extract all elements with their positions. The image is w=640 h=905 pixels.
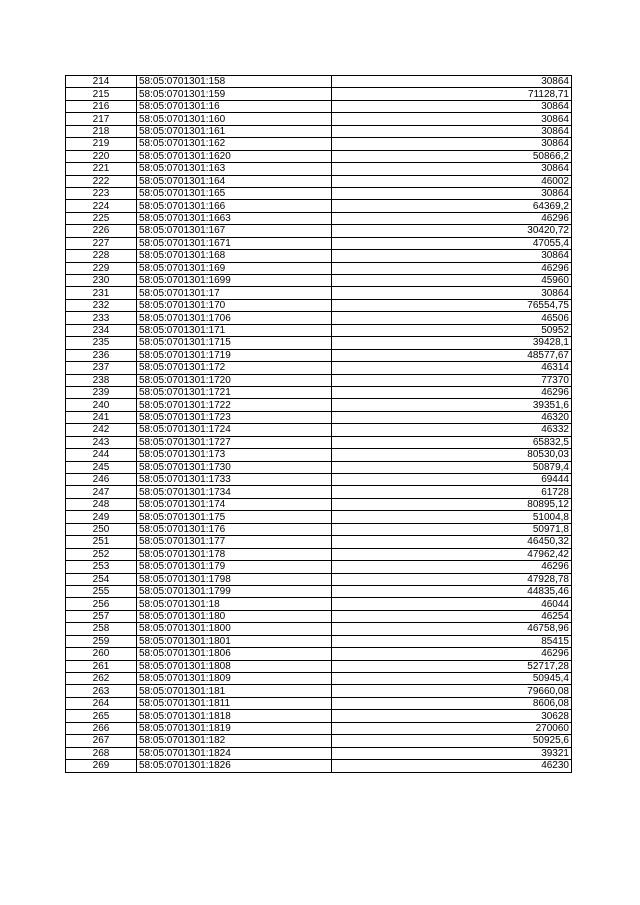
table-row: [66, 337, 572, 349]
cadastral-number: 58:05:0701301:18: [137, 598, 332, 610]
row-number: 237: [66, 362, 137, 374]
value-cell: 77370: [332, 374, 572, 386]
table-row: [66, 511, 572, 523]
row-number: 247: [66, 486, 137, 498]
table-row: [66, 200, 572, 212]
table-row: [66, 163, 572, 175]
row-number: 265: [66, 710, 137, 722]
value-cell: 270060: [332, 722, 572, 734]
table-row: [66, 548, 572, 560]
cadastral-number: 58:05:0701301:169: [137, 262, 332, 274]
table-row: [66, 573, 572, 585]
value-cell: 46758,96: [332, 623, 572, 635]
cadastral-number: 58:05:0701301:1819: [137, 722, 332, 734]
row-number: 215: [66, 88, 137, 100]
value-cell: 65832,5: [332, 436, 572, 448]
row-number: 220: [66, 150, 137, 162]
value-cell: 8606,08: [332, 697, 572, 709]
table-row: [66, 411, 572, 423]
row-number: 259: [66, 635, 137, 647]
cadastral-number: 58:05:0701301:174: [137, 498, 332, 510]
value-cell: 50879,4: [332, 461, 572, 473]
table-row: [66, 523, 572, 535]
table-row: [66, 225, 572, 237]
table-row: [66, 449, 572, 461]
cadastral-number: 58:05:0701301:1800: [137, 623, 332, 635]
row-number: 254: [66, 573, 137, 585]
value-cell: 61728: [332, 486, 572, 498]
value-cell: 46296: [332, 561, 572, 573]
table-row: [66, 76, 572, 88]
row-number: 218: [66, 125, 137, 137]
cadastral-number: 58:05:0701301:1620: [137, 150, 332, 162]
value-cell: 46296: [332, 648, 572, 660]
value-cell: 46002: [332, 175, 572, 187]
cadastral-number: 58:05:0701301:158: [137, 76, 332, 88]
value-cell: 50971,8: [332, 523, 572, 535]
table-row: [66, 660, 572, 672]
cadastral-number: 58:05:0701301:172: [137, 362, 332, 374]
cadastral-number: 58:05:0701301:1799: [137, 585, 332, 597]
table-row: [66, 150, 572, 162]
table-row: [66, 275, 572, 287]
cadastral-number: 58:05:0701301:175: [137, 511, 332, 523]
table-row: [66, 113, 572, 125]
row-number: 226: [66, 225, 137, 237]
row-number: 238: [66, 374, 137, 386]
value-cell: 50925,6: [332, 735, 572, 747]
table-row: [66, 349, 572, 361]
value-cell: 47962,42: [332, 548, 572, 560]
table-row: [66, 710, 572, 722]
cadastral-number: 58:05:0701301:1808: [137, 660, 332, 672]
value-cell: 79660,08: [332, 685, 572, 697]
row-number: 216: [66, 100, 137, 112]
table-row: [66, 424, 572, 436]
row-number: 228: [66, 250, 137, 262]
table-row: [66, 760, 572, 772]
table-row: [66, 187, 572, 199]
cadastral-number: 58:05:0701301:161: [137, 125, 332, 137]
value-cell: 46296: [332, 212, 572, 224]
row-number: 258: [66, 623, 137, 635]
cadastral-number: 58:05:0701301:177: [137, 536, 332, 548]
row-number: 253: [66, 561, 137, 573]
row-number: 224: [66, 200, 137, 212]
table-row: [66, 722, 572, 734]
table-row: [66, 498, 572, 510]
value-cell: 39428,1: [332, 337, 572, 349]
cadastral-number: 58:05:0701301:1798: [137, 573, 332, 585]
cadastral-number: 58:05:0701301:1824: [137, 747, 332, 759]
value-cell: 76554,75: [332, 299, 572, 311]
value-cell: 30864: [332, 125, 572, 137]
table-row: [66, 374, 572, 386]
value-cell: 52717,28: [332, 660, 572, 672]
row-number: 231: [66, 287, 137, 299]
cadastral-number: 58:05:0701301:1809: [137, 673, 332, 685]
row-number: 234: [66, 324, 137, 336]
cadastral-number: 58:05:0701301:17: [137, 287, 332, 299]
cadastral-number: 58:05:0701301:168: [137, 250, 332, 262]
value-cell: 71128,71: [332, 88, 572, 100]
cadastral-number: 58:05:0701301:164: [137, 175, 332, 187]
table-row: [66, 88, 572, 100]
cadastral-number: 58:05:0701301:178: [137, 548, 332, 560]
cadastral-number: 58:05:0701301:1801: [137, 635, 332, 647]
table-row: [66, 461, 572, 473]
value-cell: 46254: [332, 610, 572, 622]
table-row: [66, 747, 572, 759]
table-row: [66, 386, 572, 398]
cadastral-number: 58:05:0701301:179: [137, 561, 332, 573]
value-cell: 46320: [332, 411, 572, 423]
table-row: [66, 212, 572, 224]
table-row: [66, 673, 572, 685]
row-number: 252: [66, 548, 137, 560]
value-cell: 85415: [332, 635, 572, 647]
value-cell: 30864: [332, 113, 572, 125]
value-cell: 30864: [332, 250, 572, 262]
cadastral-number: 58:05:0701301:1818: [137, 710, 332, 722]
cadastral-number: 58:05:0701301:1663: [137, 212, 332, 224]
table-row: [66, 399, 572, 411]
row-number: 236: [66, 349, 137, 361]
row-number: 245: [66, 461, 137, 473]
value-cell: 30628: [332, 710, 572, 722]
table-row: [66, 299, 572, 311]
cadastral-number: 58:05:0701301:182: [137, 735, 332, 747]
cadastral-number: 58:05:0701301:167: [137, 225, 332, 237]
value-cell: 64369,2: [332, 200, 572, 212]
value-cell: 46230: [332, 760, 572, 772]
value-cell: 47055,4: [332, 237, 572, 249]
table-row: [66, 125, 572, 137]
value-cell: 45960: [332, 275, 572, 287]
cadastral-number: 58:05:0701301:1733: [137, 474, 332, 486]
value-cell: 80895,12: [332, 498, 572, 510]
cadastral-number: 58:05:0701301:1722: [137, 399, 332, 411]
table-row: [66, 237, 572, 249]
value-cell: 80530,03: [332, 449, 572, 461]
cadastral-number: 58:05:0701301:1723: [137, 411, 332, 423]
row-number: 263: [66, 685, 137, 697]
row-number: 235: [66, 337, 137, 349]
value-cell: 46450,32: [332, 536, 572, 548]
value-cell: 30864: [332, 163, 572, 175]
row-number: 246: [66, 474, 137, 486]
row-number: 221: [66, 163, 137, 175]
value-cell: 39351,6: [332, 399, 572, 411]
row-number: 248: [66, 498, 137, 510]
value-cell: 30864: [332, 138, 572, 150]
value-cell: 69444: [332, 474, 572, 486]
row-number: 243: [66, 436, 137, 448]
row-number: 251: [66, 536, 137, 548]
cadastral-number: 58:05:0701301:1734: [137, 486, 332, 498]
table-row: [66, 436, 572, 448]
cadastral-value-table: [65, 75, 572, 773]
value-cell: 46506: [332, 312, 572, 324]
row-number: 217: [66, 113, 137, 125]
table-row: [66, 635, 572, 647]
value-cell: 51004,8: [332, 511, 572, 523]
row-number: 261: [66, 660, 137, 672]
value-cell: 39321: [332, 747, 572, 759]
cadastral-number: 58:05:0701301:159: [137, 88, 332, 100]
row-number: 250: [66, 523, 137, 535]
row-number: 227: [66, 237, 137, 249]
row-number: 241: [66, 411, 137, 423]
row-number: 225: [66, 212, 137, 224]
cadastral-number: 58:05:0701301:1727: [137, 436, 332, 448]
value-cell: 46296: [332, 386, 572, 398]
row-number: 233: [66, 312, 137, 324]
table-row: [66, 735, 572, 747]
table-row: [66, 138, 572, 150]
table-row: [66, 486, 572, 498]
cadastral-number: 58:05:0701301:1715: [137, 337, 332, 349]
table-row: [66, 362, 572, 374]
value-cell: 50952: [332, 324, 572, 336]
table-row: [66, 623, 572, 635]
table-row: [66, 610, 572, 622]
value-cell: 48577,67: [332, 349, 572, 361]
value-cell: 46314: [332, 362, 572, 374]
cadastral-number: 58:05:0701301:162: [137, 138, 332, 150]
value-cell: 44835,46: [332, 585, 572, 597]
table-row: [66, 287, 572, 299]
row-number: 242: [66, 424, 137, 436]
row-number: 266: [66, 722, 137, 734]
cadastral-number: 58:05:0701301:1806: [137, 648, 332, 660]
table-row: [66, 324, 572, 336]
cadastral-number: 58:05:0701301:1724: [137, 424, 332, 436]
row-number: 223: [66, 187, 137, 199]
cadastral-number: 58:05:0701301:16: [137, 100, 332, 112]
cadastral-number: 58:05:0701301:173: [137, 449, 332, 461]
cadastral-number: 58:05:0701301:165: [137, 187, 332, 199]
table-row: [66, 648, 572, 660]
row-number: 257: [66, 610, 137, 622]
table-row: [66, 685, 572, 697]
row-number: 255: [66, 585, 137, 597]
cadastral-number: 58:05:0701301:1720: [137, 374, 332, 386]
table-row: [66, 250, 572, 262]
value-cell: 50866,2: [332, 150, 572, 162]
value-cell: 46044: [332, 598, 572, 610]
value-cell: 47928,78: [332, 573, 572, 585]
row-number: 267: [66, 735, 137, 747]
row-number: 222: [66, 175, 137, 187]
row-number: 260: [66, 648, 137, 660]
table-row: [66, 175, 572, 187]
row-number: 264: [66, 697, 137, 709]
cadastral-number: 58:05:0701301:176: [137, 523, 332, 535]
row-number: 244: [66, 449, 137, 461]
cadastral-number: 58:05:0701301:166: [137, 200, 332, 212]
cadastral-number: 58:05:0701301:171: [137, 324, 332, 336]
value-cell: 30864: [332, 100, 572, 112]
value-cell: 50945,4: [332, 673, 572, 685]
value-cell: 30864: [332, 76, 572, 88]
table-row: [66, 585, 572, 597]
table-row: [66, 474, 572, 486]
table-row: [66, 697, 572, 709]
table-row: [66, 100, 572, 112]
cadastral-number: 58:05:0701301:1671: [137, 237, 332, 249]
cadastral-number: 58:05:0701301:160: [137, 113, 332, 125]
row-number: 214: [66, 76, 137, 88]
row-number: 229: [66, 262, 137, 274]
row-number: 249: [66, 511, 137, 523]
cadastral-number: 58:05:0701301:180: [137, 610, 332, 622]
row-number: 240: [66, 399, 137, 411]
table-row: [66, 262, 572, 274]
row-number: 230: [66, 275, 137, 287]
row-number: 262: [66, 673, 137, 685]
table-row: [66, 598, 572, 610]
table-row: [66, 561, 572, 573]
cadastral-number: 58:05:0701301:1706: [137, 312, 332, 324]
cadastral-number: 58:05:0701301:1721: [137, 386, 332, 398]
value-cell: 30420,72: [332, 225, 572, 237]
cadastral-number: 58:05:0701301:1719: [137, 349, 332, 361]
value-cell: 46332: [332, 424, 572, 436]
value-cell: 46296: [332, 262, 572, 274]
cadastral-number: 58:05:0701301:1730: [137, 461, 332, 473]
cadastral-number: 58:05:0701301:181: [137, 685, 332, 697]
cadastral-number: 58:05:0701301:1826: [137, 760, 332, 772]
row-number: 256: [66, 598, 137, 610]
cadastral-number: 58:05:0701301:163: [137, 163, 332, 175]
table-row: [66, 536, 572, 548]
row-number: 232: [66, 299, 137, 311]
row-number: 219: [66, 138, 137, 150]
value-cell: 30864: [332, 287, 572, 299]
table-body: [66, 76, 572, 773]
row-number: 239: [66, 386, 137, 398]
row-number: 268: [66, 747, 137, 759]
cadastral-number: 58:05:0701301:170: [137, 299, 332, 311]
row-number: 269: [66, 760, 137, 772]
value-cell: 30864: [332, 187, 572, 199]
table-row: [66, 312, 572, 324]
cadastral-number: 58:05:0701301:1699: [137, 275, 332, 287]
cadastral-number: 58:05:0701301:1811: [137, 697, 332, 709]
